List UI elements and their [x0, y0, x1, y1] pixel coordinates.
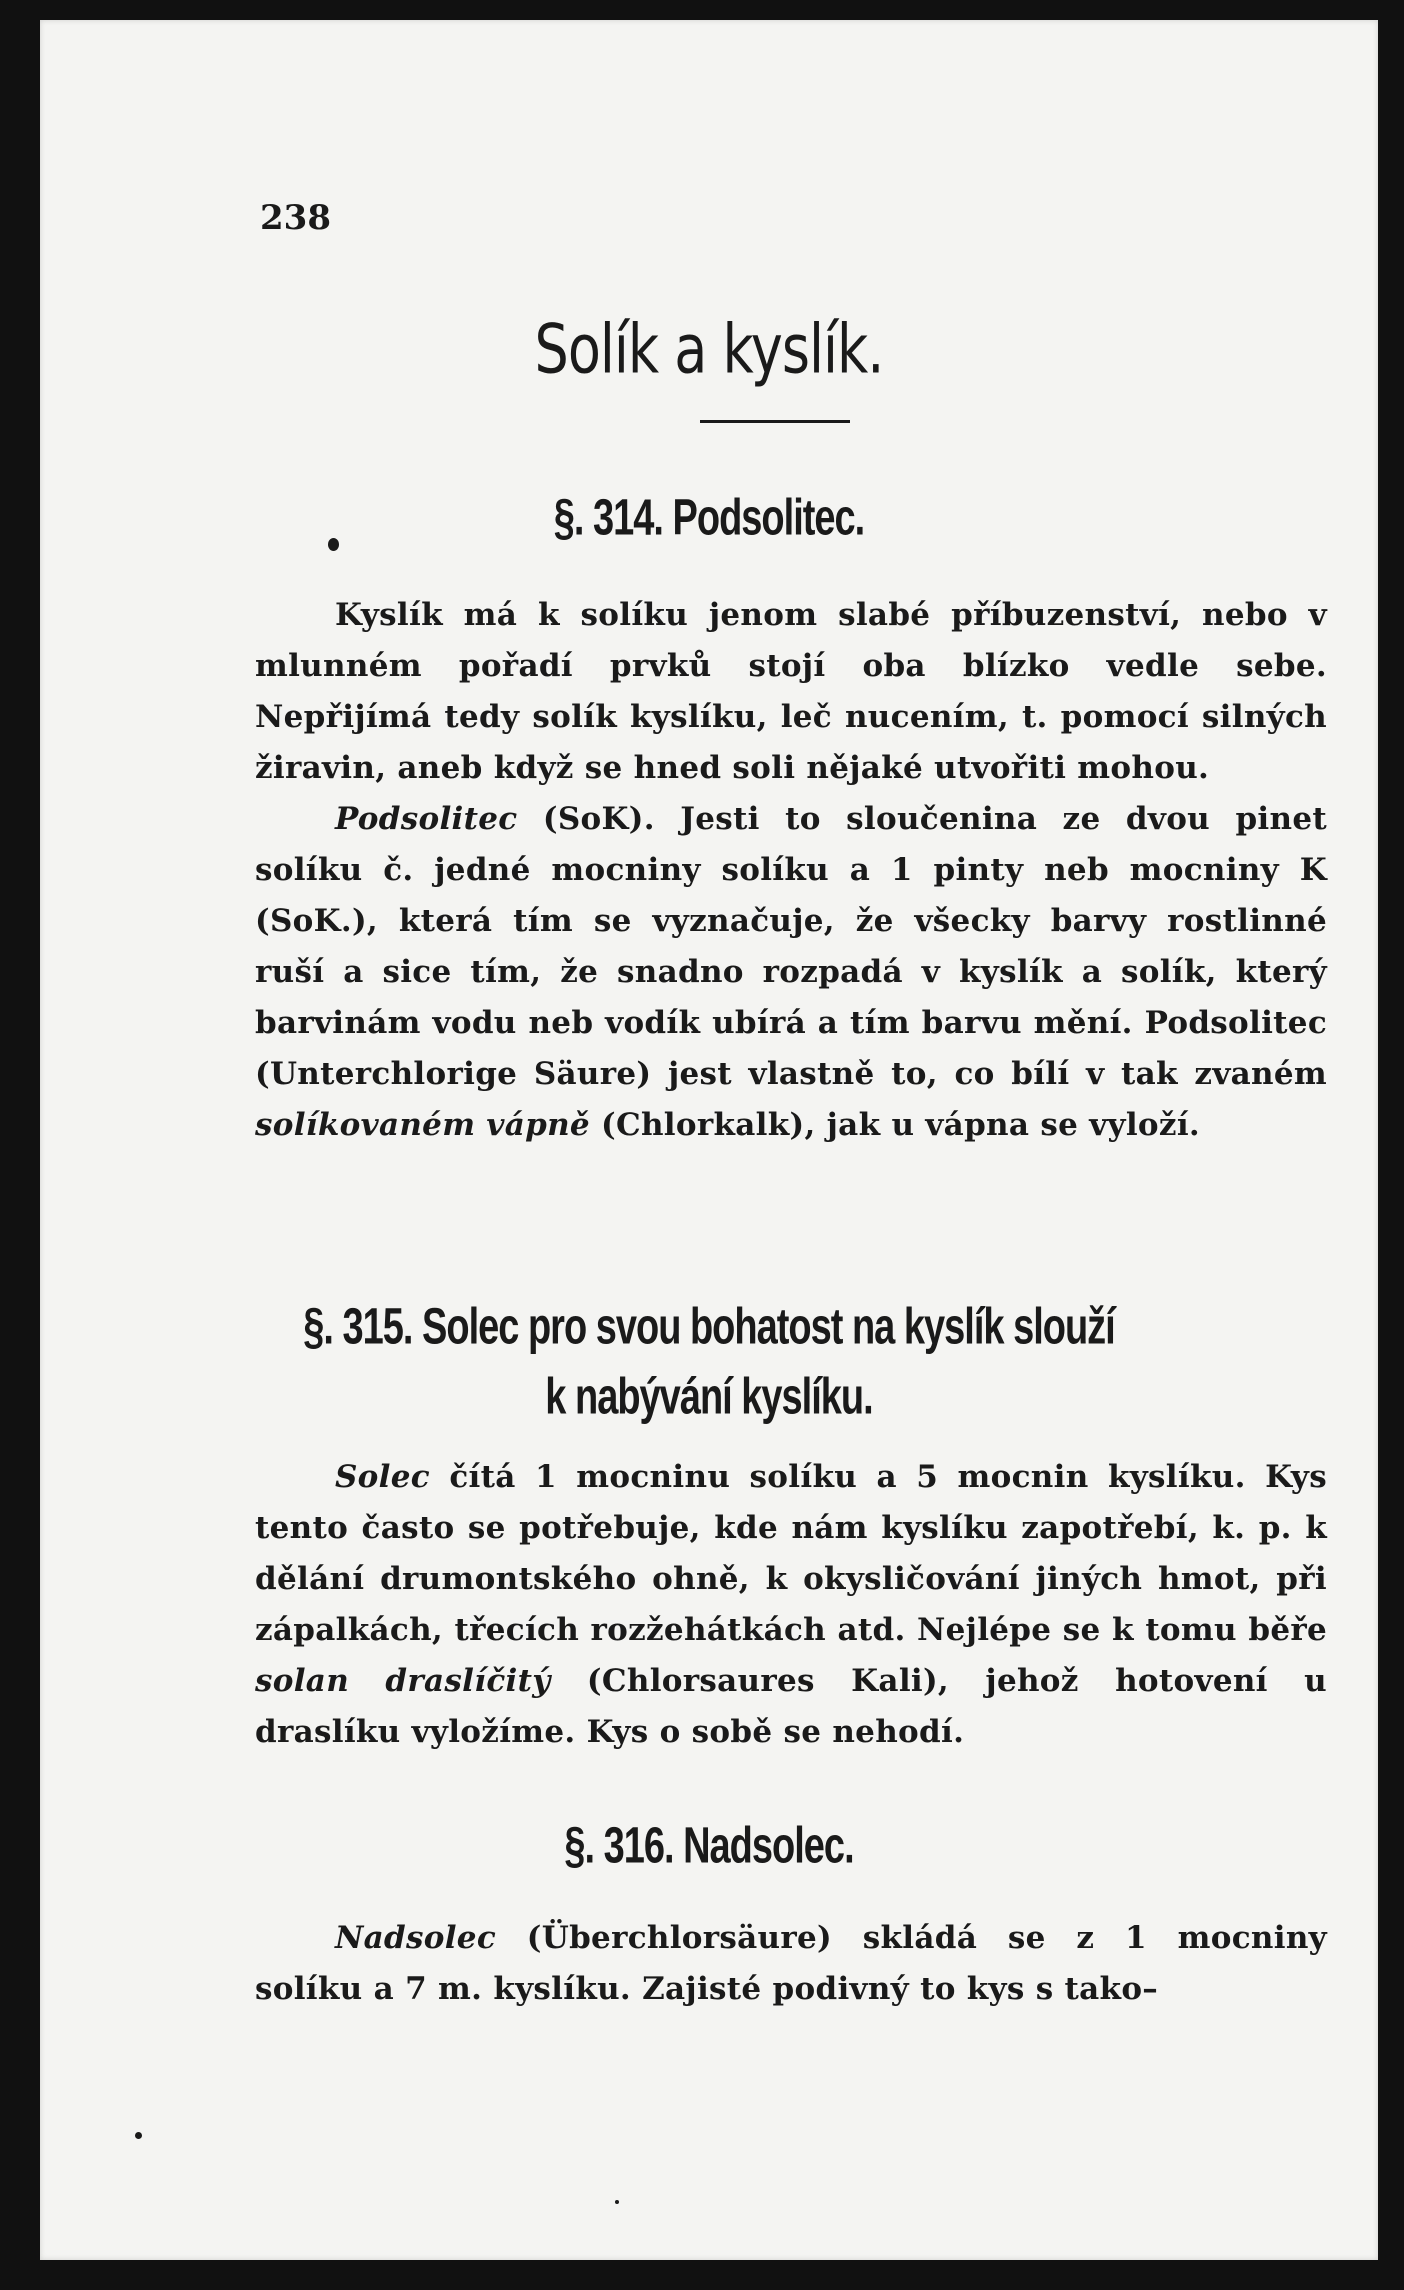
term-solec: Solec: [335, 1459, 430, 1495]
term-nadsolec: Nadsolec: [335, 1920, 497, 1956]
section-314-heading: §. 314. Podsolitec.: [553, 490, 865, 547]
section-315-body: [255, 1452, 1327, 1758]
paragraph-text: (Überchlorsäure) skládá se z 1 mocniny solíku a 7 m. kyslíku. Zajisté podivný to kys s tako–: [255, 1920, 1327, 2007]
chapter-title: Solík a kyslík.: [534, 310, 884, 389]
section-314-paragraph-2: [255, 794, 1327, 1151]
page-number: 238: [260, 198, 331, 238]
section-316-paragraph: [255, 1913, 1327, 2015]
paragraph-text: (Chlorsaures Kali), jehož hotovení u draslíku vyložíme. Kys o sobě se nehodí.: [255, 1663, 1327, 1750]
section-315-heading-line-1: §. 315. Solec pro svou bohatost na kyslík slouží: [303, 1298, 1115, 1356]
section-316-body: [255, 1913, 1327, 2015]
term-podsolitec: Podsolitec: [335, 801, 518, 837]
term-solan-draslicity: solan draslíčitý: [255, 1663, 551, 1699]
term-solikovane-vapno: solíkovaném vápně: [255, 1107, 590, 1143]
section-316-heading: §. 316. Nadsolec.: [564, 1818, 854, 1875]
scan-speck: [135, 2132, 142, 2139]
title-divider: [700, 420, 850, 423]
book-page: [40, 20, 1378, 2260]
section-315-heading: [40, 1292, 1378, 1432]
section-315-paragraph: [255, 1452, 1327, 1758]
paragraph-text: čítá 1 mocninu solíku a 5 mocnin kyslíku. Kys tento často se potřebuje, kde nám kyslíku zapotřebí, k. p. k dělání drumontského ohně, k okysličování jiných hmot, při zápalkách, třecích rozžehátkách atd. Nejlépe se k tomu běře: [255, 1459, 1327, 1648]
paragraph-text: (SoK). Jesti to sloučenina ze dvou pinet solíku č. jedné mocniny solíku a 1 pinty neb mocniny K (SoK.), která tím se vyznačuje, že všecky barvy rostlinné ruší a sice tím, že snadno rozpadá v kyslík a solík, který barvinám vodu neb vodík ubírá a tím barvu mění. Podsolitec (Unterchlorige Säure) jest vlastně to, co bílí v tak zvaném: [255, 801, 1327, 1092]
section-314-body: [255, 590, 1327, 1151]
section-314-paragraph-1: Kyslík má k solíku jenom slabé příbuzenství, nebo v mlunném pořadí prvků stojí oba blízko vedle sebe. Nepřijímá tedy solík kyslíku, leč nucením, t. pomocí silných žiravin, aneb když se hned soli nějaké utvořiti mohou.: [255, 597, 1327, 786]
scan-speck: [615, 2200, 619, 2204]
paragraph-text: (Chlorkalk), jak u vápna se vyloží.: [589, 1107, 1200, 1143]
section-315-heading-line-2: k nabývání kyslíku.: [545, 1368, 873, 1426]
